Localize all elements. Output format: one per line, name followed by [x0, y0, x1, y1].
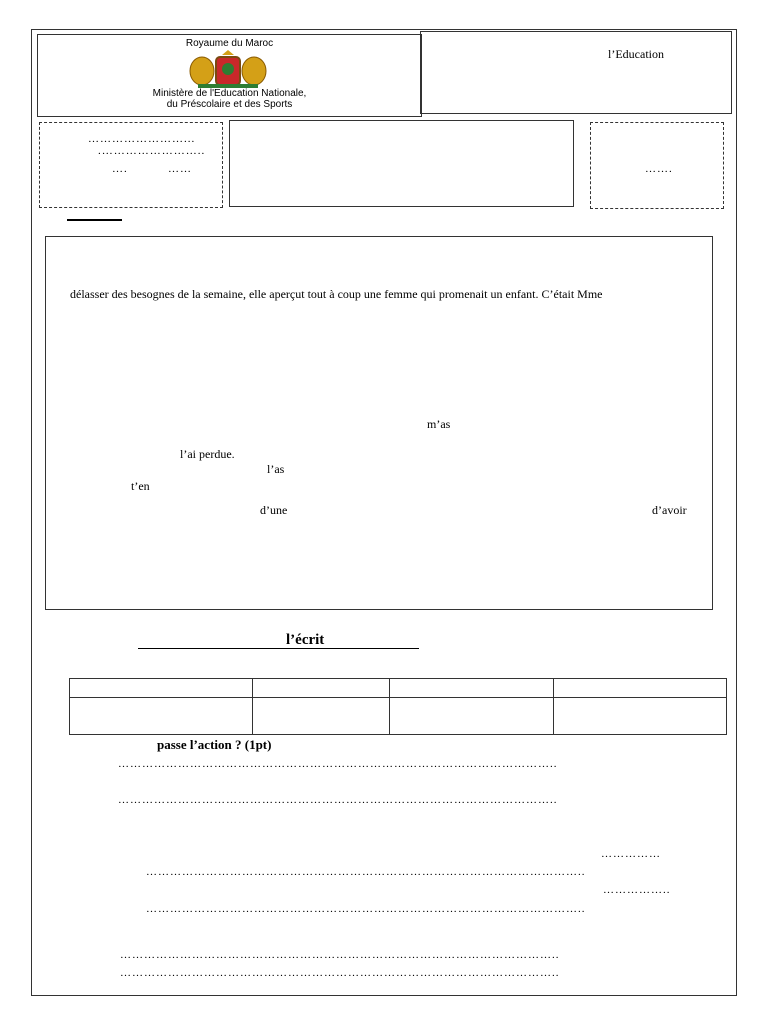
table-cell — [70, 679, 253, 698]
heading-underline — [67, 219, 122, 221]
education-label: l’Education — [608, 47, 664, 61]
passage-fragment: d’avoir — [652, 503, 687, 517]
answer-table — [69, 678, 727, 735]
info-dots-2: .…………………….. — [98, 145, 206, 157]
grade-box — [590, 122, 724, 209]
info-dots-3b: …… — [168, 163, 192, 175]
answer-dots-line: ……………………………………………………………………………………………….. — [146, 866, 586, 878]
passage-fragment: m’as — [427, 417, 451, 431]
answer-dots-line: ……………………………………………………………………………………………….. — [120, 967, 560, 979]
kingdom-label: Royaume du Maroc — [185, 38, 274, 49]
ministry-header — [37, 34, 422, 117]
ministry-line2: du Préscolaire et des Sports — [166, 99, 293, 110]
question-1: passe l’action ? (1pt) — [157, 737, 272, 752]
passage-fragment: d’une — [260, 503, 288, 517]
info-dots-1: ……………………... — [88, 133, 196, 145]
table-cell — [390, 698, 554, 735]
grade-dots: ……. — [645, 163, 673, 175]
student-info-box — [39, 122, 223, 208]
passage-fragment: l’ai perdue. — [180, 447, 235, 461]
answer-dots-short: …………… — [601, 848, 661, 860]
education-box — [420, 31, 732, 114]
text-passage-box — [45, 236, 713, 610]
answer-dots-line: ……………………………………………………………………………………………….. — [120, 949, 560, 961]
table-cell — [253, 679, 390, 698]
passage-fragment: t’en — [131, 479, 150, 493]
table-cell — [70, 698, 253, 735]
table-cell — [390, 679, 554, 698]
section-title: l’écrit — [286, 632, 325, 648]
coat-of-arms-logo — [178, 49, 278, 89]
table-cell — [554, 679, 727, 698]
passage-line: délasser des besognes de la semaine, elle aperçut tout à coup une femme qui promenait un enfant. C’était Mme — [70, 287, 603, 301]
section-title-underline — [138, 648, 419, 649]
answer-dots-short: …………….. — [603, 884, 671, 896]
ministry-line1: Ministère de l'Education Nationale, — [152, 88, 307, 99]
table-cell — [554, 698, 727, 735]
table-row — [70, 679, 727, 698]
passage-fragment: l’as — [267, 462, 285, 476]
answer-dots-line: ……………………………………………………………………………………………….. — [146, 903, 586, 915]
title-box — [229, 120, 574, 207]
table-cell — [253, 698, 390, 735]
table-row — [70, 698, 727, 735]
answer-dots-line: ……………………………………………………………………………………………….. — [118, 758, 558, 770]
answer-dots-line: ……………………………………………………………………………………………….. — [118, 794, 558, 806]
info-dots-3a: …. — [112, 163, 128, 175]
